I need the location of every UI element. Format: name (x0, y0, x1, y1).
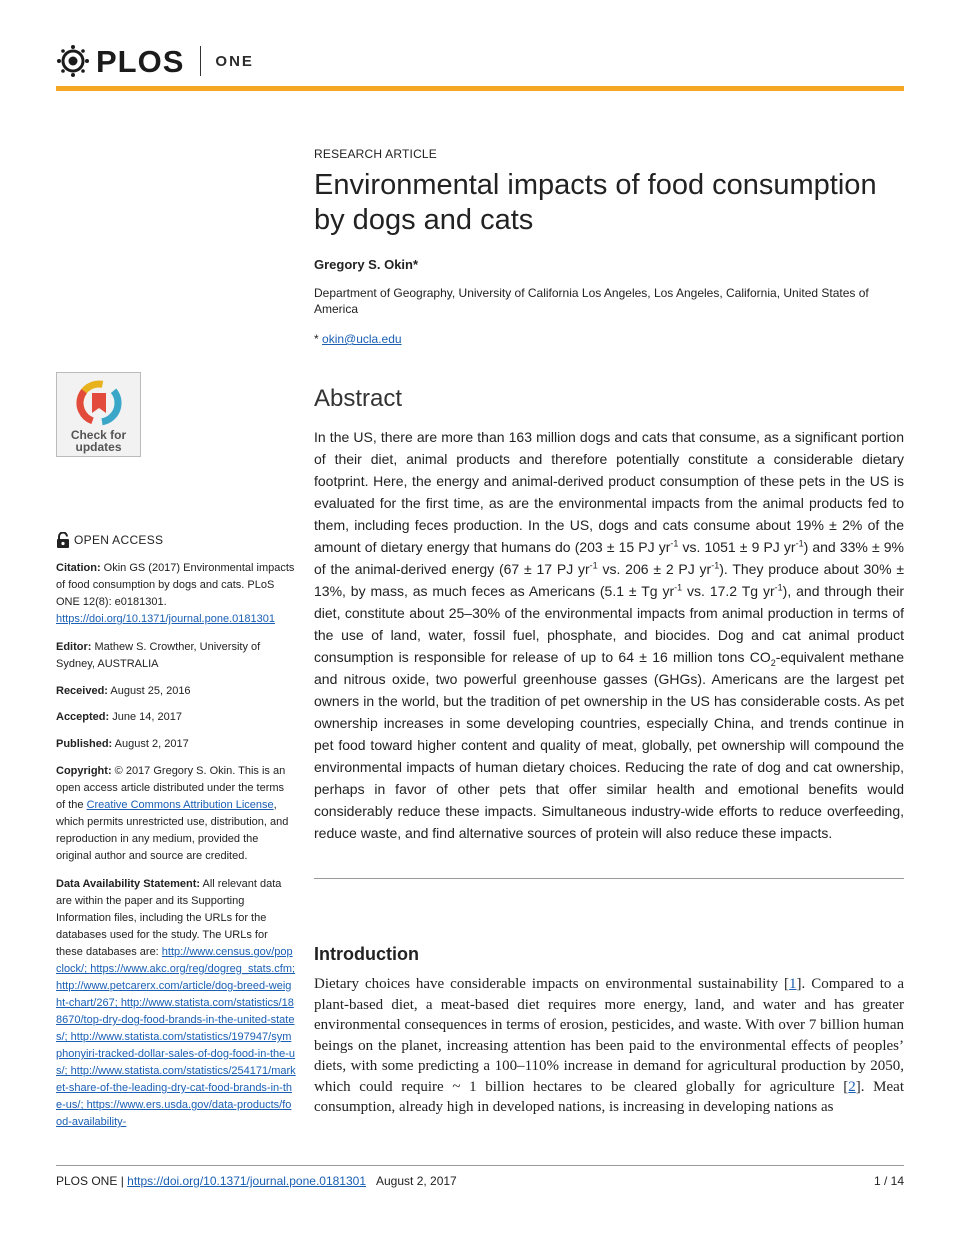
page-number: 1 / 14 (873, 1174, 904, 1188)
logo-divider (200, 46, 201, 76)
open-access-label: OPEN ACCESS (56, 532, 163, 548)
reference-link-2[interactable]: 2 (848, 1078, 856, 1095)
article-title: Environmental impacts of food consumption by dogs and cats (314, 169, 877, 236)
citation-block: Citation: Okin GS (2017) Environmental impacts of food consumption by dogs and cats. PLoS ONE 12(8): e0181301. https://doi.org/10.1371/journal.pone.0181301 (56, 562, 295, 625)
brand-name: PLOS (96, 43, 185, 79)
copyright-block: Copyright: © 2017 Gregory S. Okin. This is an open access article distributed under the terms of the Creative Commons Attribution License, which permits unrestricted use, distribution, and reproduction in any medium, provided the original author and source are credited. (56, 765, 289, 862)
crossmark-icon (75, 379, 123, 427)
footer-divider (56, 1165, 904, 1166)
open-lock-icon (56, 532, 70, 548)
license-link[interactable]: Creative Commons Attribution License (86, 799, 274, 811)
footer-date: August 2, 2017 (376, 1174, 457, 1188)
abstract-heading: Abstract (314, 385, 403, 412)
footer-citation: PLOS ONE | https://doi.org/10.1371/journal.pone.0181301 August 2, 2017 (56, 1174, 457, 1188)
reference-link-1[interactable]: 1 (789, 976, 797, 992)
plos-logo-icon (56, 44, 90, 78)
editor-block: Editor: Mathew S. Crowther, University of Sydney, AUSTRALIA (56, 641, 261, 670)
received-date: Received: August 25, 2016 (56, 685, 191, 697)
email-prefix: * (314, 332, 323, 346)
author-affiliation: Department of Geography, University of California Los Angeles, Los Angeles, California, United States of America (314, 286, 869, 316)
introduction-body: Dietary choices have considerable impacts on environmental sustainability [1]. Compared to a plant-based diet, a meat-based diet requires more energy, land, and water and has greater environmental consequences in terms of erosion, pesticides, and waste. With over 7 billion human beings on the planet, increasing attention has been paid to the environmental effects of peoples’ diets, with some predicting a 100–110% increase in demand for agricultural production by 2050, which could require ~ 1 billion hectares to be cleared globally for agriculture [2]. Meat consumption, already high in developed nations, is increasing in developing nations as (314, 976, 904, 1115)
journal-name: ONE (215, 52, 254, 70)
author-name: Gregory S. Okin* (314, 257, 419, 272)
email-link[interactable]: okin@ucla.edu (322, 332, 402, 346)
plos-one-logo (56, 40, 254, 82)
corresponding-email (314, 332, 402, 346)
header-accent-bar (56, 86, 904, 91)
published-date: Published: August 2, 2017 (56, 738, 189, 750)
abstract-divider (314, 878, 904, 879)
citation-doi-link[interactable]: https://doi.org/10.1371/journal.pone.0181301 (56, 613, 275, 625)
check-for-updates-badge[interactable] (56, 372, 141, 457)
data-source-links[interactable]: http://www.census.gov/popclock/; https://www.akc.org/reg/dogreg_stats.cfm; http://www.petcarerx.com/article/dog-breed-weight-chart/267; http://www.statista.com/statistics/188670/top-dry-dog-food-brands-in-the-united-states/; http://www.statista.com/statistics/197947/symphonyiri-tracked-dollar-sales-of-dog-food-in-the-us/; http://www.statista.com/statistics/254171/market-share-of-the-leading-dry-cat-food-brands-in-the-us/; https://www.ers.usda.gov/data-products/food-availability- (56, 946, 296, 1128)
accepted-date: Accepted: June 14, 2017 (56, 711, 182, 723)
data-availability-block: Data Availability Statement: All relevant data are within the paper and its Supporting Information files, including the URLs for the databases used for the study. The URLs for these databases are: http://www.census.gov/popclock/; https://www.akc.org/reg/dogreg_stats.cfm; http://www.petcarerx.com/article/dog-breed-weight-chart/267; http://www.statista.com/statistics/188670/top-dry-dog-food-brands-in-the-united-states/; http://www.statista.com/statistics/197947/symphonyiri-tracked-dollar-sales-of-dog-food-in-the-us/; http://www.statista.com/statistics/254171/market-share-of-the-leading-dry-cat-food-brands-in-the-us/; https://www.ers.usda.gov/data-products/food-availability- (56, 878, 296, 1128)
footer-doi-link[interactable]: https://doi.org/10.1371/journal.pone.0181301 (127, 1174, 366, 1188)
introduction-heading: Introduction (314, 944, 419, 964)
article-type: RESEARCH ARTICLE (314, 147, 438, 161)
abstract-body: In the US, there are more than 163 million dogs and cats that consume, as a significant portion of their diet, animal products and therefore potentially constitute a considerable dietary footprint. Here, the energy and animal-derived product consumption of these pets in the US is evaluated for the first time, as are the environmental impacts from the animal products fed to them, including feces production. In the US, dogs and cats consume about 19% ± 2% of the amount of dietary energy that humans do (203 ± 15 PJ $yr^{-1}$ vs. 1051 ± 9 PJ $yr^{-1}$) and 33% ± 9% of the animal-derived energy (67 ± 17 PJ $yr^{-1}$ vs. 206 ± 2 PJ $yr^{-1}$). They produce about 30% ± 13%, by mass, as much feces as Americans (5.1 ± Tg $yr^{-1}$ vs. 17.2 Tg $yr^{-1}$), and through their diet, constitute about 25–30% of the environmental impacts from animal production in terms of the use of land, water, fossil fuel, phosphate, and biocides. Dog and cat animal product consumption is responsible for release of up to 64 ± 16 million tons $CO_2$-equivalent methane and nitrous oxide, two powerful greenhouse gasses (GHGs). Americans are the largest pet owners in the world, but the tradition of pet ownership in the US has considerable costs. As pet ownership increases in some developing countries, especially China, and trends continue in pet food toward higher content and quality of meat, globally, pet ownership will compound the environmental impacts of human dietary choices. Reducing the rate of dog and cat ownership, perhaps in favor of other pets that offer similar health and emotional benefits would considerably reduce these impacts. Simultaneous industry-wide efforts to reduce overfeeding, reduce waste, and find alternative sources of protein will also reduce these impacts. (314, 429, 905, 841)
badge-label: Check for updates (70, 428, 127, 454)
